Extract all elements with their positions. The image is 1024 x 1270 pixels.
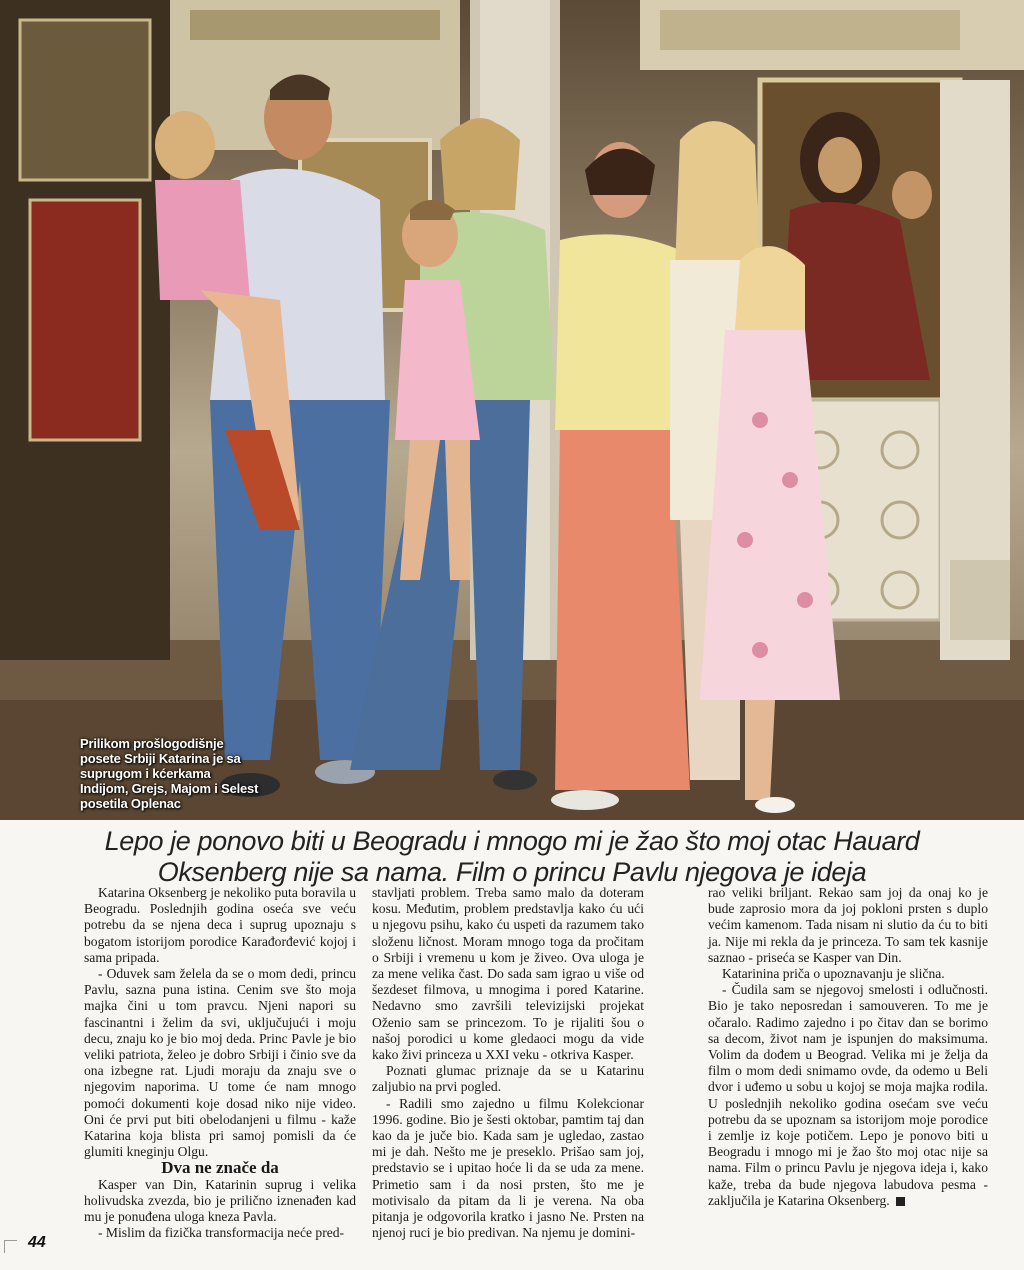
pull-quote: Lepo je ponovo biti u Beogradu i mnogo mi je žao što moj otac Hauard Oksenberg nije sa nama. Film o princu Pavlu njegova je ideja	[104, 826, 920, 887]
article-column-1	[84, 885, 356, 1241]
page-number: 44	[28, 1234, 46, 1251]
paragraph: stavljati problem. Treba samo malo da doteram kosu. Međutim, problem predstavlja kako ću ući u njegovu psihu, kako ću uspeti da razumem tako složenu ličnost. Moram mnogo toga da pročitam o Srbiji i vremenu u kom je živeo. Ova uloga je za mene velika čast. Do sada sam igrao u više od šezdeset filmova, u mnogima i pored Katarine. Nedavno smo završili televizijski projekat Oženio sam se princezom. To je rijaliti šou o našoj porodici u kome gledaoci mogu da vide kako živi princeza u XXI veku - otkriva Kasper.	[372, 885, 644, 1063]
subheading: Dva ne znače da	[161, 1158, 279, 1178]
paragraph: Katarina Oksenberg je nekoliko puta boravila u Beogradu. Poslednjih godina oseća sve veću potrebu da se njena deca i suprug upoznaju s bogatom istorijom porodice Karađorđević kojoj i sama pripada.	[84, 885, 356, 965]
paragraph: - Mislim da fizička transformacija neće pred-	[98, 1225, 345, 1241]
paragraph: Poznati glumac priznaje da se u Katarinu zaljubio na prvi pogled.	[372, 1063, 644, 1095]
article-column-2	[372, 885, 644, 1241]
paragraph: - Oduvek sam želela da se o mom dedi, princu Pavlu, sazna puna istina. Cenim sve što moja majka čini u tom pravcu. Njeni napori su fascinantni i želim da svi, uključujući i moju decu, znaju ko je bio moj deda. Princ Pavle je bio veliki patriota, želeo je dobro Srbiji i činio sve da ona izbegne rat. Ljudi moraju da znaju sve o njegovim naporima. U tome će nam mnogo pomoći dokumenti koje dosad niko nije video. Oni će prvi put biti obelodanjeni u filmu - kaže Katarina koja blista pri samoj pomisli da će glumiti kneginju Olgu.	[84, 966, 356, 1160]
paragraph-text: - Čudila sam se njegovoj smelosti i odlučnosti. Bio je tako neposredan i samouveren. To me je očaralo. Radimo zajedno i po čitav dan se borimo sa decom, život nam je ispunjen do maksimuma. Volim da dođem u Beograd. Velika mi je želja da film o mom dedi snimamo ovde, da odemo u Beli dvor i uđemo u sobu u kojoj se moja majka rodila. U poslednjih nekoliko godina osećam sve veću potrebu da se upoznam sa istorijom moje porodice i zemlje iz koje potičem. Lepo je ponovo biti u Beogradu i mnogo mi je žao što moj otac nije sa nama. Film o princu Pavlu je njegova ideja i, kako kaže, treba da bude njegova labudova pesma - zaključila je Katarina Oksenberg.	[708, 982, 988, 1208]
paragraph: Katarinina priča o upoznavanju je slična.	[722, 966, 945, 982]
end-of-article-icon	[896, 1197, 905, 1206]
older-woman-figure	[551, 142, 690, 810]
photo-caption: Prilikom prošlogodišnje posete Srbiji Katarina je sa suprugom i kćerkama Indijom, Grejs, Majom i Selest posetila Oplenac	[80, 736, 259, 811]
crop-mark-icon	[4, 1240, 17, 1253]
paragraph: rao veliki briljant. Rekao sam joj da onaj ko je bude zaprosio mora da joj pokloni prsten s duplo većim kamenom. Tada nisam ni slutio da ću to biti ja. Nije mi rekla da je princeza. To sam tek kasnije saznao - priseća se Kasper van Din.	[708, 885, 988, 965]
article-column-3	[708, 885, 988, 1209]
paragraph-final	[708, 982, 988, 1209]
paragraph: - Radili smo zajedno u filmu Kolekcionar 1996. godine. Bio je šesti oktobar, pamtim taj dan kao da je juče bio. Kada sam je ugledao, zastao mi je dah. Nešto me je preseklo. Prišao sam joj, predstavio se i upitao hoće li da se uda za mene. Primetio sam i da nosi prsten, što me je motivisalo da pitam da li je verena. Na oba pitanja je odgovorila kratko i jasno Ne. Prsten na njenoj ruci je bio predivan. Na njemu je domini-	[372, 1095, 644, 1241]
paragraph: Kasper van Din, Katarinin suprug i velika holivudska zvezda, bio je prilično iznenađen kad mu je ponuđena uloga kneza Pavla.	[84, 1176, 356, 1225]
